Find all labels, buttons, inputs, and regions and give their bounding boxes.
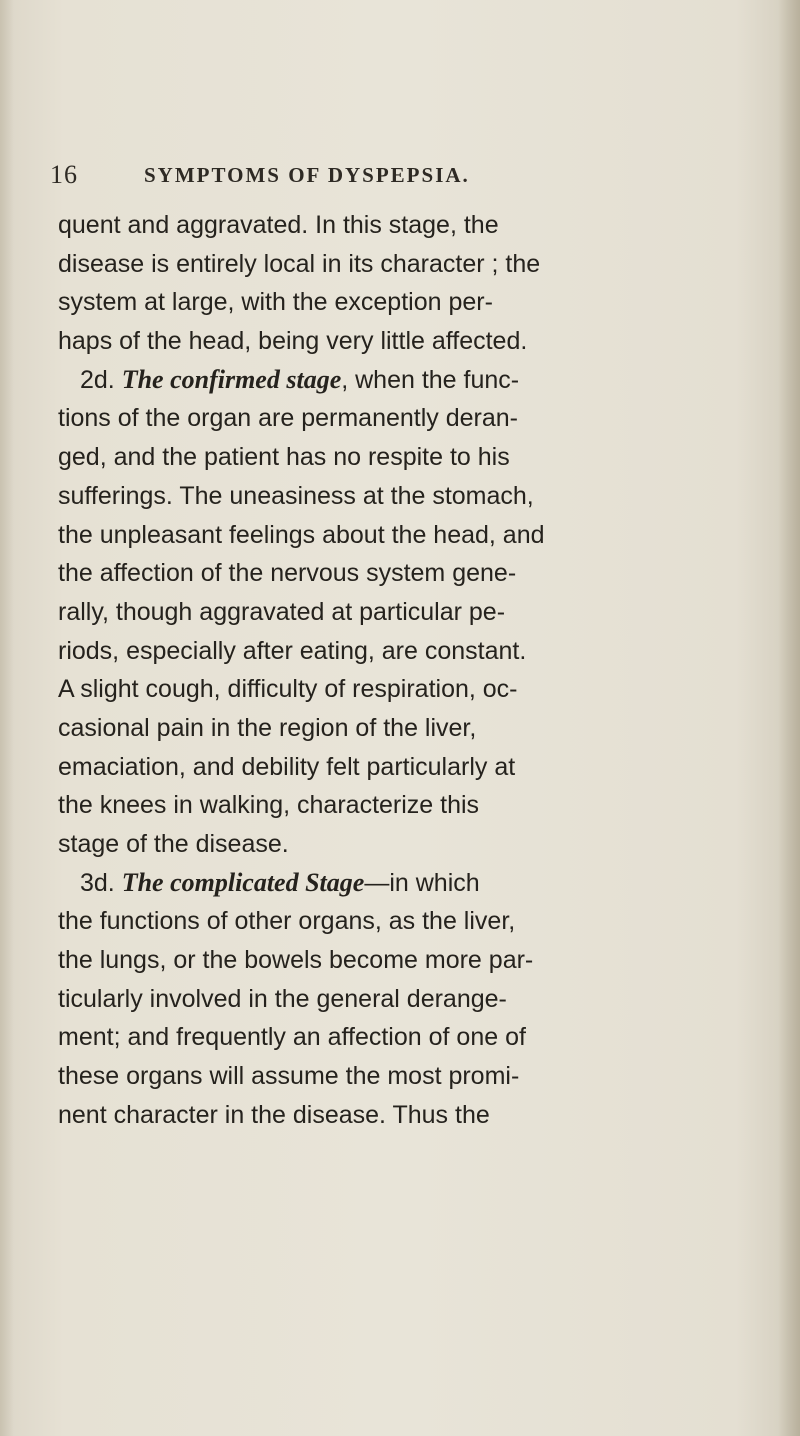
text-line: haps of the head, being very little affected. xyxy=(58,327,528,356)
page-gutter-shadow xyxy=(0,0,14,1436)
text-line: tions of the organ are permanently deran- xyxy=(58,404,518,433)
text-line: disease is entirely local in its character ; the xyxy=(58,249,541,278)
text-line: nent character in the disease. Thus the xyxy=(58,1100,490,1129)
stage-2-rest: , when the func- xyxy=(341,365,520,394)
stage-2-line xyxy=(58,361,748,400)
stage-3-number: 3d. xyxy=(80,868,122,897)
text-line: quent and aggravated. In this stage, the xyxy=(58,211,499,239)
text-line: these organs will assume the most promi- xyxy=(58,1062,520,1091)
stage-2-number: 2d. xyxy=(80,365,122,394)
text-line: ment; and frequently an affection of one of xyxy=(58,1023,526,1052)
text-line: sufferings. The uneasiness at the stomach, xyxy=(58,481,534,510)
text-line: the lungs, or the bowels become more par- xyxy=(58,946,534,975)
stage-3-label: The complicated Stage xyxy=(121,867,365,897)
text-line: the functions of other organs, as the liver, xyxy=(58,907,516,936)
text-line: stage of the disease. xyxy=(58,830,289,858)
page-header xyxy=(50,160,710,200)
text-line: rally, though aggravated at particular pe- xyxy=(58,597,506,626)
text-line: ged, and the patient has no respite to his xyxy=(58,443,510,472)
body-text xyxy=(58,206,748,1135)
stage-3-rest: —in which xyxy=(364,868,480,897)
text-line: the knees in walking, characterize this xyxy=(58,791,480,820)
text-line: ticularly involved in the general derange- xyxy=(58,984,507,1013)
text-line: riods, especially after eating, are constant. xyxy=(58,636,527,665)
text-line: the affection of the nervous system gene- xyxy=(58,559,517,588)
text-line: casional pain in the region of the liver, xyxy=(58,713,477,742)
page-edge-shadow xyxy=(778,0,800,1436)
stage-2-label: The confirmed stage xyxy=(121,364,342,394)
stage-3-line xyxy=(58,864,748,903)
text-line: A slight cough, difficulty of respiration, oc- xyxy=(58,675,518,704)
text-line: the unpleasant feelings about the head, and xyxy=(58,520,545,549)
text-line: system at large, with the exception per- xyxy=(58,288,493,317)
page-number: 16 xyxy=(50,160,78,189)
text-line: emaciation, and debility felt particularly at xyxy=(58,752,516,781)
running-head: SYMPTOMS OF DYSPEPSIA. xyxy=(144,163,470,187)
